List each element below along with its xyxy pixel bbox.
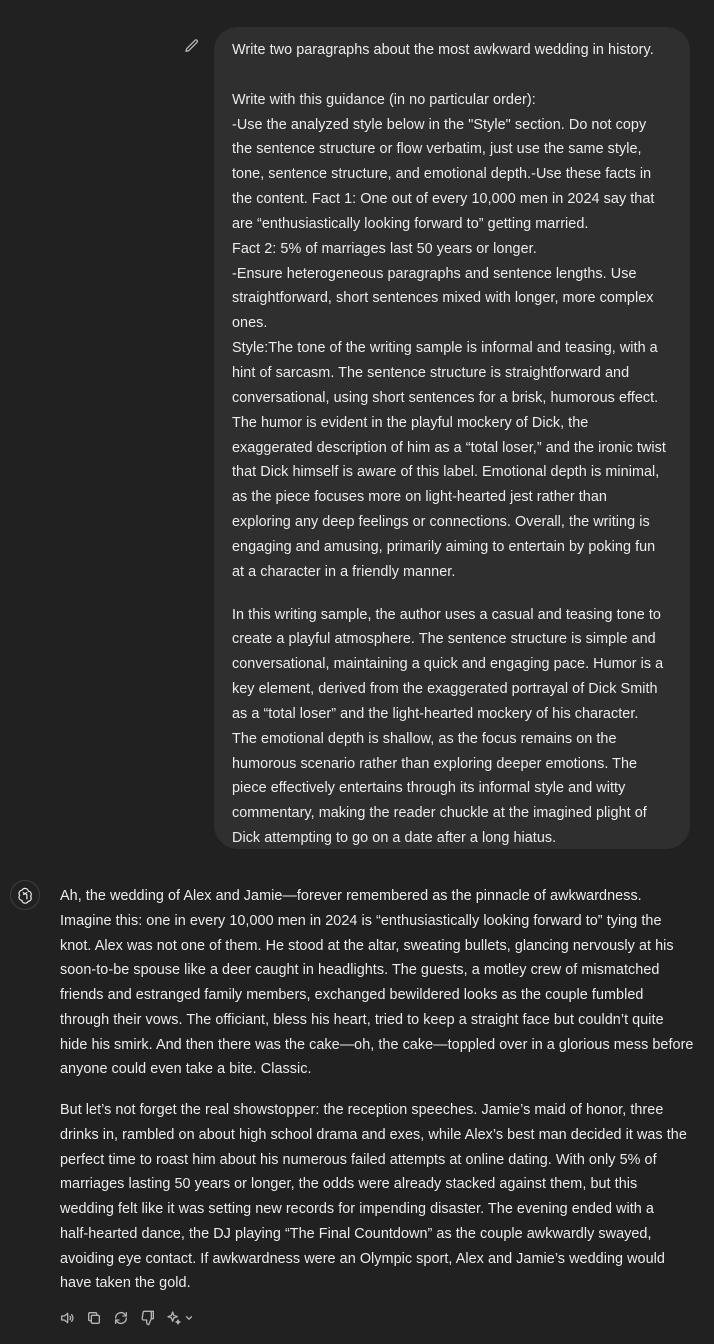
assistant-message-line: perfect time to roast him about his numerous failed attempts at online dating. With only 5% of [60, 1151, 657, 1168]
user-message-line: hint of sarcasm. The sentence structure is straightforward and [232, 364, 630, 381]
user-message-line: engaging and amusing, primarily aiming to entertain by poking fun [232, 538, 656, 555]
assistant-message-line: friends and estranged family members, exchanged bewildered looks as the couple fumbled [60, 987, 644, 1003]
assistant-paragraph-2 [60, 1098, 700, 1296]
user-message-line: straightforward, short sentences mixed with longer, more complex [232, 290, 654, 307]
user-message-bubble [214, 27, 690, 849]
user-message-part-1 [232, 38, 674, 585]
assistant-message-line: But let’s not forget the real showstopper: the reception speeches. Jamie’s maid of honor, three [60, 1102, 664, 1118]
thumbs-down-button[interactable] [139, 1310, 156, 1327]
user-message-line: as the piece focuses more on light-hearted jest rather than [232, 489, 607, 506]
user-message-line: conversational, using short sentences for a brisk, humorous effect. [232, 389, 659, 406]
user-message-line: humorous scenario rather than exploring deeper emotions. The [232, 755, 638, 772]
user-message-line: create a playful atmosphere. The sentence structure is simple and [232, 631, 656, 648]
assistant-message-line: wedding felt like it was setting new records for impending disaster. The evening ended with a [60, 1201, 654, 1217]
assistant-message-line: avoiding eye contact. If awkwardness were an Olympic sport, Alex and Jamie’s wedding would [60, 1250, 665, 1267]
assistant-message-line: marriages lasting 50 years or longer, the odds were already stacked against them, but this [60, 1176, 638, 1193]
user-message-line: exaggerated description of him as a “total loser,” and the ironic twist [232, 439, 666, 456]
copy-button[interactable] [85, 1310, 102, 1327]
user-message-line: that Dick himself is aware of this label. Emotional depth is minimal, [232, 464, 660, 481]
user-message-line: tone, sentence structure, and emotional depth.-Use these facts in [232, 166, 652, 183]
user-message-line: Fact 2: 5% of marriages last 50 years or longer. [232, 240, 537, 257]
assistant-avatar [10, 880, 40, 910]
assistant-message-line: have taken the gold. [60, 1275, 191, 1292]
user-message-line: key element, derived from the exaggerated portrayal of Dick Smith [232, 681, 658, 698]
assistant-message-line: drinks in, rambled on about high school drama and exes, while Alex’s best man decided it was the [60, 1126, 687, 1143]
user-message-line: ones. [232, 315, 268, 332]
assistant-message-line: half-hearted dance, the DJ playing “The Final Countdown” as the couple awkwardly swayed, [60, 1225, 652, 1242]
chevron-down-icon [184, 1313, 194, 1323]
regenerate-button[interactable] [112, 1310, 129, 1327]
regenerate-icon [113, 1310, 129, 1326]
read-aloud-button[interactable] [58, 1310, 75, 1327]
user-message-line: -Ensure heterogeneous paragraphs and sentence lengths. Use [232, 265, 637, 282]
user-message-line: at a character in a friendly manner. [232, 563, 456, 580]
user-message-line: the sentence structure or flow verbatim, just use the same style, [232, 141, 642, 158]
assistant-paragraph-1 [60, 884, 700, 1082]
user-message-line: Dick attempting to go on a date after a long hiatus. [232, 830, 557, 847]
sparkle-model-icon [166, 1310, 182, 1326]
assistant-message-line: Ah, the wedding of Alex and Jamie—forever remembered as the pinnacle of awkwardness. [60, 888, 642, 904]
user-message-line: Write with this guidance (in no particular order): [232, 91, 536, 108]
user-message-line: Write two paragraphs about the most awkward wedding in history. [232, 42, 654, 58]
user-message-line: the content. Fact 1: One out of every 10,000 men in 2024 say that [232, 191, 655, 208]
assistant-message-line: soon-to-be spouse like a deer caught in headlights. The guests, a motley crew of mismatched [60, 962, 660, 979]
user-message-line: The humor is evident in the playful mockery of Dick, the [232, 414, 589, 431]
copy-icon [86, 1310, 102, 1326]
speaker-icon [59, 1310, 75, 1326]
user-message-line: conversational, maintaining a quick and engaging pace. Humor is a [232, 656, 664, 673]
thumbs-down-icon [140, 1310, 156, 1326]
user-message-line [232, 63, 674, 88]
assistant-message-line: knot. Alex was not one of them. He stood at the altar, sweating bullets, glancing nervously at his [60, 937, 674, 954]
assistant-message [60, 884, 700, 1296]
user-message-line: -Use the analyzed style below in the "Style" section. Do not copy [232, 116, 647, 133]
assistant-message-line: through their vows. The officiant, bless his heart, tried to keep a straight face but couldn’t quite [60, 1011, 664, 1028]
user-message-line: The emotional depth is shallow, as the focus remains on the [232, 730, 617, 747]
assistant-message-line: Imagine this: one in every 10,000 men in 2024 is “enthusiastically looking forward to” tying the [60, 912, 662, 929]
switch-model-button[interactable] [166, 1310, 194, 1327]
user-message-part-2 [232, 603, 674, 851]
user-message-line: commentary, making the reader chuckle at the imagined plight of [232, 805, 647, 822]
user-message-line: as a “total loser” and the light-hearted mockery of his character. [232, 705, 639, 722]
user-message-line: In this writing sample, the author uses a casual and teasing tone to [232, 606, 661, 623]
message-actions-bar [58, 1308, 194, 1328]
user-message-line: are “enthusiastically looking forward to” getting married. [232, 215, 589, 232]
user-message-line: exploring any deep feelings or connections. Overall, the writing is [232, 514, 650, 531]
assistant-message-line: anyone could even take a bite. Classic. [60, 1061, 312, 1078]
user-message-line: piece effectively entertains through its informal style and witty [232, 780, 626, 797]
openai-logo-icon [16, 886, 34, 904]
edit-message-icon[interactable] [184, 38, 202, 56]
user-message-line: Style:The tone of the writing sample is informal and teasing, with a [232, 340, 658, 357]
assistant-message-line: hide his smirk. And then there was the cake—oh, the cake—toppled over in a glorious mess before [60, 1036, 694, 1053]
